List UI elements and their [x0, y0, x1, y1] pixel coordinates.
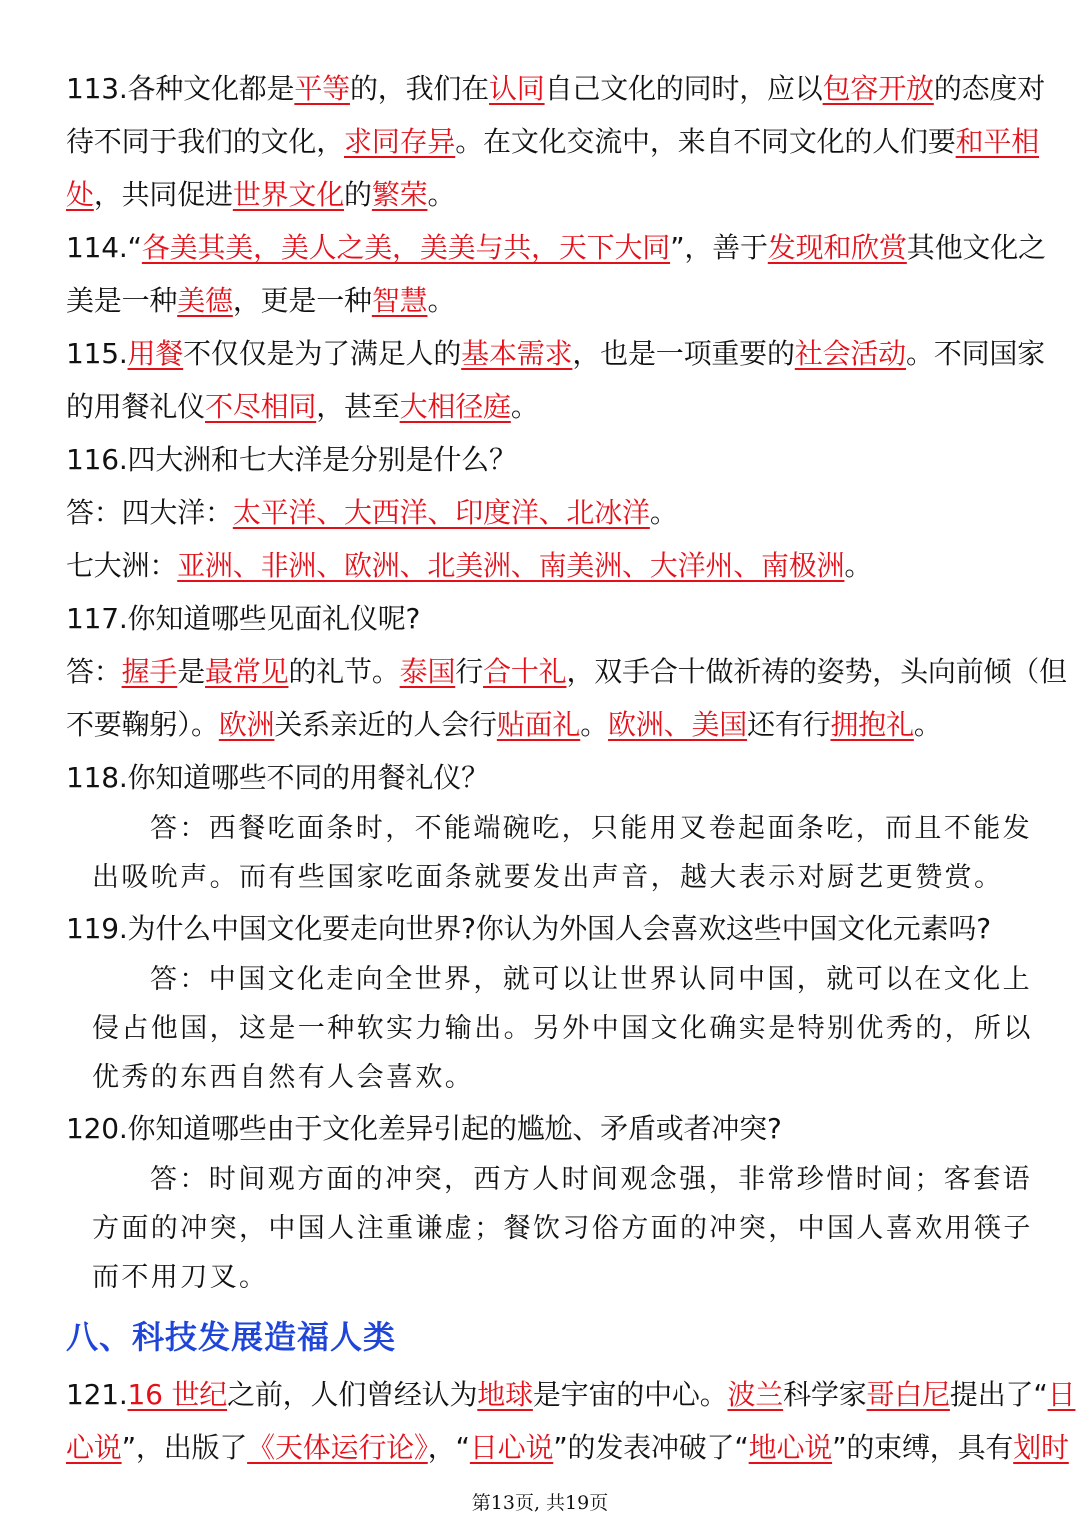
text-segment: ，“: [427, 1431, 470, 1464]
text-segment: ”的束缚，具有: [832, 1431, 1014, 1464]
highlighted-term: 日心说: [469, 1431, 554, 1464]
text-segment: 不仅仅是为了满足人的: [183, 337, 462, 370]
text-segment: 的礼节。: [288, 655, 400, 688]
highlighted-term: 基本需求: [461, 337, 573, 370]
text-segment: ，甚至: [316, 390, 400, 423]
text-segment: 。不同国家: [905, 337, 1045, 370]
text-segment: 方面的冲突，中国人注重谦虚；餐饮习俗方面的冲突，中国人喜欢用筷子: [92, 1213, 1033, 1244]
text-segment: 之前，人们曾经认为: [227, 1378, 478, 1411]
text-segment: 116.四大洲和七大洋是分别是什么？: [66, 443, 517, 476]
highlighted-term: 太平洋、大西洋、印度洋、北冰洋: [232, 496, 650, 529]
text-segment: 答：: [66, 655, 122, 688]
text-segment: ，也是一项重要的: [572, 337, 795, 370]
text-line: [66, 1053, 1016, 1102]
text-line: [66, 592, 1016, 645]
highlighted-term: 智慧: [371, 284, 428, 317]
text-segment: 121.: [66, 1378, 128, 1411]
text-line: [66, 804, 1032, 853]
text-segment: 。: [913, 708, 942, 741]
text-segment: 答：中国文化走向全世界，就可以让世界认同中国，就可以在文化上: [150, 964, 1032, 995]
text-segment: 提出了“: [949, 1378, 1048, 1411]
text-segment: ”，善于: [670, 231, 768, 264]
text-line: [66, 433, 1016, 486]
text-line: [66, 698, 1016, 751]
text-line: [66, 486, 1016, 539]
text-segment: ，更是一种: [232, 284, 372, 317]
text-segment: ，共同促进: [93, 178, 233, 211]
highlighted-term: 日: [1047, 1378, 1076, 1411]
text-segment: 自己文化的同时，应以: [544, 72, 823, 105]
text-line: [66, 1204, 1033, 1253]
text-line: [66, 221, 1046, 274]
section-heading: [66, 1306, 1016, 1368]
text-segment: 。: [510, 390, 539, 423]
text-segment: 侵占他国，这是一种软实力输出。另外中国文化确实是特别优秀的，所以: [92, 1013, 1033, 1044]
text-segment: 答：四大洋：: [66, 496, 233, 529]
highlighted-term: 发现和欣赏: [767, 231, 907, 264]
text-line: [66, 539, 1016, 592]
text-segment: 。: [427, 178, 456, 211]
text-segment: 。: [649, 496, 678, 529]
highlighted-term: 用餐: [127, 337, 184, 370]
text-line: [66, 115, 1040, 168]
highlighted-term: 哥白尼: [866, 1378, 950, 1411]
highlighted-term: 泰国: [399, 655, 456, 688]
highlighted-term: 求同存异: [344, 125, 456, 158]
text-segment: 。: [427, 284, 456, 317]
text-line: [66, 1155, 1032, 1204]
text-segment: 的态度对: [933, 72, 1046, 105]
text-segment: 答：西餐吃面条时，不能端碗吃，只能用叉卷起面条吃，而且不能发: [150, 813, 1032, 844]
highlighted-term: 拥抱礼: [830, 708, 914, 741]
text-segment: 的，我们在: [349, 72, 489, 105]
text-line: [66, 380, 1016, 433]
text-line: [66, 1368, 1076, 1421]
text-line: [66, 751, 1016, 804]
page-footer: 第13页, 共19页: [471, 1492, 609, 1514]
text-segment: ，双手合十做祈祷的姿势，头向前倾（但: [566, 655, 1067, 688]
text-segment: 答：时间观方面的冲突，西方人时间观念强，非常珍惜时间；客套语: [150, 1164, 1032, 1195]
highlighted-term: 各美其美，美人之美，美美与共，天下大同: [141, 231, 671, 264]
highlighted-term: 大相径庭: [399, 390, 511, 423]
text-line: [66, 955, 1032, 1004]
text-segment: 117.你知道哪些见面礼仪呢?: [66, 602, 421, 635]
text-segment: 118.你知道哪些不同的用餐礼仪？: [66, 761, 489, 794]
text-line: [66, 274, 1016, 327]
highlighted-term: 合十礼: [483, 655, 567, 688]
text-line: [66, 1253, 1016, 1302]
text-segment: 。: [580, 708, 609, 741]
document-body: [66, 62, 1076, 1474]
text-segment: 的用餐礼仪: [66, 390, 206, 423]
highlighted-term: 最常见: [205, 655, 289, 688]
text-line: [66, 902, 1016, 955]
text-segment: 的: [344, 178, 372, 211]
text-line: [66, 168, 1016, 221]
text-segment: 待不同于我们的文化，: [66, 125, 345, 158]
text-segment: 八、科技发展造福人类: [66, 1318, 397, 1356]
text-segment: 行: [455, 655, 484, 688]
highlighted-term: 心说: [66, 1431, 122, 1464]
text-segment: 。: [844, 549, 873, 582]
text-line: [66, 645, 1067, 698]
text-segment: 科学家: [783, 1378, 867, 1411]
highlighted-term: 繁荣: [371, 178, 428, 211]
highlighted-term: 社会活动: [794, 337, 906, 370]
text-segment: 美是一种: [66, 284, 178, 317]
text-line: [66, 1004, 1033, 1053]
text-segment: 是宇宙的中心。: [532, 1378, 728, 1411]
text-line: [66, 853, 1016, 902]
highlighted-term: 美德: [177, 284, 233, 317]
highlighted-term: 握手: [121, 655, 178, 688]
highlighted-term: 处: [66, 178, 94, 211]
text-segment: 关系亲近的人会行: [274, 708, 497, 741]
highlighted-term: 划时: [1013, 1431, 1069, 1464]
text-segment: 而不用刀叉。: [92, 1262, 269, 1293]
text-line: [66, 327, 1045, 380]
text-line: [66, 1102, 1016, 1155]
text-line: [66, 62, 1046, 115]
text-segment: 114.“: [66, 231, 142, 264]
text-segment: 115.: [66, 337, 128, 370]
highlighted-term: 欧洲、美国: [608, 708, 748, 741]
highlighted-term: 不尽相同: [205, 390, 317, 423]
highlighted-term: 《天体运行论》: [247, 1431, 428, 1464]
text-segment: 不要鞠躬）。: [66, 708, 219, 741]
highlighted-term: 贴面礼: [496, 708, 581, 741]
text-segment: 还有行: [747, 708, 831, 741]
text-segment: 119.为什么中国文化要走向世界?你认为外国人会喜欢这些中国文化元素吗?: [66, 912, 991, 945]
text-segment: ”的发表冲破了“: [553, 1431, 749, 1464]
highlighted-term: 世界文化: [232, 178, 345, 211]
highlighted-term: 亚洲、非洲、欧洲、北美洲、南美洲、大洋州、南极洲: [177, 549, 845, 582]
highlighted-term: 平等: [294, 72, 350, 105]
text-segment: 是: [177, 655, 206, 688]
highlighted-term: 包容开放: [822, 72, 934, 105]
highlighted-term: 波兰: [727, 1378, 784, 1411]
highlighted-term: 地球: [477, 1378, 533, 1411]
highlighted-term: 地心说: [748, 1431, 833, 1464]
text-segment: 其他文化之: [906, 231, 1046, 264]
text-segment: 优秀的东西自然有人会喜欢。: [92, 1062, 475, 1093]
text-segment: ”，出版了: [121, 1431, 248, 1464]
highlighted-term: 16 世纪: [127, 1378, 228, 1411]
text-segment: 出吸吮声。而有些国家吃面条就要发出声音，越大表示对厨艺更赞赏。: [92, 862, 1004, 893]
text-segment: 。在文化交流中，来自不同文化的人们要: [455, 125, 956, 158]
text-segment: 113.各种文化都是: [66, 72, 295, 105]
text-line: [66, 1421, 1069, 1474]
text-segment: 120.你知道哪些由于文化差异引起的尴尬、矛盾或者冲突?: [66, 1112, 782, 1145]
text-segment: 七大洲：: [66, 549, 178, 582]
highlighted-term: 认同: [488, 72, 545, 105]
highlighted-term: 和平相: [955, 125, 1040, 158]
highlighted-term: 欧洲: [218, 708, 275, 741]
